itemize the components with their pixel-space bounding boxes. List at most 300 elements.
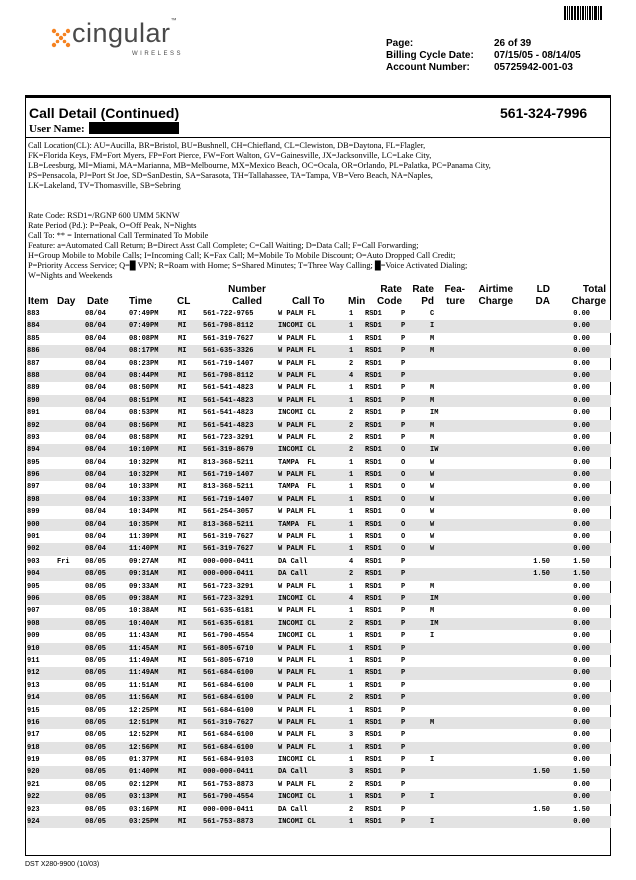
cell-total: 0.00 (573, 495, 590, 504)
cell-time: 08:50PM (129, 384, 159, 393)
cell-date: 08/04 (85, 446, 107, 455)
cell-time: 10:35PM (129, 520, 159, 529)
cell-number: 561-254-3057 (203, 508, 254, 517)
col-number-bottom: Called (231, 296, 262, 307)
cell-time: 10:38AM (129, 607, 159, 616)
cell-min: 3 (349, 768, 354, 777)
cell-rate-code: RSD1 (365, 756, 382, 765)
cell-rate-pd: P (401, 681, 406, 690)
cell-rate-pd: P (401, 805, 406, 814)
cell-cl: MI (178, 310, 187, 318)
cell-rate-code: RSD1 (365, 545, 382, 554)
table-row (27, 766, 611, 778)
cell-call-to: W PALM FL (278, 582, 316, 591)
cell-date: 08/05 (85, 644, 107, 653)
cell-number: 561-790-4554 (203, 793, 254, 802)
cell-date: 08/05 (85, 656, 107, 665)
cell-total: 1.50 (573, 805, 590, 814)
table-row (27, 581, 611, 593)
col-rate-code-top: Rate (380, 284, 402, 295)
cell-total: 0.00 (573, 384, 590, 393)
table-row (27, 345, 611, 357)
table-row (27, 717, 611, 729)
table-row (27, 556, 611, 568)
cell-date: 08/05 (85, 570, 107, 579)
cell-time: 11:45AM (129, 644, 159, 653)
cell-rate-pd: O (401, 446, 406, 455)
table-row (27, 420, 611, 432)
cell-time: 10:34PM (129, 508, 159, 517)
cell-call-to: W PALM FL (278, 644, 316, 653)
cingular-x-logo-icon (50, 27, 72, 49)
cell-total: 0.00 (573, 446, 590, 455)
cell-cl: MI (178, 371, 187, 380)
cell-total: 0.00 (573, 371, 590, 380)
barcode-bar (575, 6, 576, 20)
cell-number: 561-541-4823 (203, 384, 254, 393)
cell-cl: MI (178, 818, 187, 827)
cell-rate-pd: P (401, 421, 406, 430)
cell-total: 0.00 (573, 718, 590, 727)
cell-feature: I (430, 793, 435, 802)
cell-rate-code: RSD1 (365, 557, 382, 566)
cell-cl: MI (178, 594, 187, 603)
cell-rate-pd: P (401, 582, 406, 591)
cell-time: 12:25PM (129, 706, 159, 715)
cell-call-to: W PALM FL (278, 669, 316, 678)
cell-rate-code: RSD1 (365, 731, 382, 740)
cell-cl: MI (178, 669, 187, 678)
cell-rate-code: RSD1 (365, 384, 382, 393)
cell-rate-code: RSD1 (365, 656, 382, 665)
cell-date: 08/04 (85, 495, 107, 504)
cell-min: 1 (349, 706, 354, 715)
col-ld-top: LD (536, 284, 550, 295)
table-row (27, 333, 611, 345)
cell-total: 0.00 (573, 471, 590, 480)
cell-cl: MI (178, 681, 187, 690)
cell-min: 1 (349, 756, 354, 765)
table-row (27, 779, 611, 791)
cell-cl: MI (178, 656, 187, 665)
cell-rate-pd: P (401, 594, 406, 603)
cell-number: 561-798-8112 (203, 322, 254, 331)
cell-item: 895 (27, 458, 40, 467)
legend-line: W=Nights and Weekends (28, 271, 113, 280)
cell-rate-code: RSD1 (365, 780, 382, 789)
cell-number: 813-368-5211 (203, 483, 254, 492)
cell-date: 08/05 (85, 805, 107, 814)
cell-item: 908 (27, 619, 40, 628)
cell-feature: W (430, 471, 435, 480)
cell-rate-pd: P (401, 619, 406, 628)
cell-number: 561-319-7627 (203, 718, 254, 727)
account-info (386, 38, 581, 74)
cell-item: 885 (27, 334, 40, 343)
cell-rate-pd: P (401, 756, 406, 765)
phone-number: 561-324-7996 (500, 105, 588, 121)
cell-number: 561-684-6100 (203, 694, 254, 703)
cell-ld-da: 1.50 (533, 570, 550, 579)
cell-min: 2 (349, 780, 354, 789)
cell-call-to: W PALM FL (278, 347, 316, 356)
barcode-bar (589, 6, 591, 20)
cell-rate-pd: O (401, 495, 406, 504)
table-row (27, 308, 611, 320)
cell-total: 0.00 (573, 483, 590, 492)
table-row (27, 531, 611, 543)
cell-date: 08/05 (85, 768, 107, 777)
cell-item: 886 (27, 347, 40, 356)
col-feature-top: Fea- (444, 284, 465, 295)
cell-number: 813-368-5211 (203, 458, 254, 467)
cell-min: 1 (349, 384, 354, 393)
cell-cl: MI (178, 334, 187, 343)
cell-cl: MI (178, 619, 187, 628)
cell-number: 561-541-4823 (203, 409, 254, 418)
cell-feature: M (430, 347, 435, 356)
cell-item: 910 (27, 644, 40, 653)
cell-call-to: W PALM FL (278, 384, 316, 393)
cell-date: 08/04 (85, 384, 107, 393)
cell-date: 08/05 (85, 582, 107, 591)
col-airtime-bottom: Charge (478, 296, 513, 307)
cell-rate-code: RSD1 (365, 396, 382, 405)
cell-number: 561-635-6181 (203, 607, 254, 616)
account-number-value: 05725942-001-03 (494, 62, 573, 73)
cell-call-to: W PALM FL (278, 471, 316, 480)
cell-feature: M (430, 384, 435, 393)
cell-total: 0.00 (573, 433, 590, 442)
cell-cl: MI (178, 495, 187, 504)
cell-item: 891 (27, 409, 40, 418)
cell-cl: MI (178, 322, 187, 331)
cell-rate-pd: P (401, 359, 406, 368)
cell-rate-pd: P (401, 347, 406, 356)
cell-rate-code: RSD1 (365, 458, 382, 467)
cell-feature: I (430, 818, 435, 827)
cell-rate-code: RSD1 (365, 582, 382, 591)
cell-rate-code: RSD1 (365, 433, 382, 442)
cell-call-to: TAMPA FL (278, 520, 316, 529)
cell-cl: MI (178, 706, 187, 715)
cell-call-to: W PALM FL (278, 656, 316, 665)
call-location-legend (28, 141, 608, 191)
cell-rate-pd: P (401, 409, 406, 418)
barcode-bar (600, 6, 602, 20)
cell-time: 01:37PM (129, 756, 159, 765)
barcode-bar (564, 6, 566, 20)
cell-number: 561-684-6100 (203, 669, 254, 678)
cell-rate-code: RSD1 (365, 632, 382, 641)
table-row (27, 692, 611, 704)
cell-min: 2 (349, 805, 354, 814)
cell-min: 2 (349, 433, 354, 442)
barcode (564, 6, 602, 20)
cell-number: 561-635-6181 (203, 619, 254, 628)
cell-number: 561-798-8112 (203, 371, 254, 380)
cell-rate-pd: P (401, 384, 406, 393)
cell-total: 0.00 (573, 706, 590, 715)
section-title: Call Detail (Continued) (29, 105, 180, 121)
divider (26, 137, 610, 138)
cell-number: 561-541-4823 (203, 396, 254, 405)
col-min: Min (348, 296, 366, 307)
cell-min: 1 (349, 793, 354, 802)
cell-rate-code: RSD1 (365, 520, 382, 529)
cell-min: 1 (349, 483, 354, 492)
cell-total: 0.00 (573, 347, 590, 356)
cell-number: 000-000-0411 (203, 570, 254, 579)
cell-rate-pd: P (401, 644, 406, 653)
cell-min: 1 (349, 322, 354, 331)
cell-rate-code: RSD1 (365, 446, 382, 455)
table-row (27, 382, 611, 394)
legend-line: FK=Florida Keys, FM=Fort Myers, FP=Fort Pierce, FW=Fort Walton, GV=Gainesville, JX=Jacksonville, LC=Lake City, (28, 151, 432, 160)
cell-number: 561-541-4823 (203, 421, 254, 430)
cell-rate-code: RSD1 (365, 619, 382, 628)
cell-cl: MI (178, 483, 187, 492)
cell-feature: M (430, 396, 435, 405)
cell-rate-code: RSD1 (365, 681, 382, 690)
cell-date: 08/05 (85, 632, 107, 641)
form-code: DST X280-9900 (10/03) (25, 861, 100, 868)
cell-time: 08:08PM (129, 334, 159, 343)
cell-call-to: W PALM FL (278, 607, 316, 616)
cell-time: 08:51PM (129, 396, 159, 405)
barcode-bar (594, 6, 595, 20)
cell-date: 08/05 (85, 669, 107, 678)
cell-number: 561-723-3291 (203, 433, 254, 442)
barcode-bar (567, 6, 568, 20)
cell-feature: C (430, 310, 435, 318)
cell-date: 08/04 (85, 508, 107, 517)
cell-feature: I (430, 322, 435, 331)
cell-call-to: INCOMI CL (278, 756, 316, 765)
cell-item: 904 (27, 570, 40, 579)
cell-min: 1 (349, 743, 354, 752)
cell-date: 08/05 (85, 731, 107, 740)
cell-total: 0.00 (573, 396, 590, 405)
cell-total: 0.00 (573, 310, 590, 318)
cell-call-to: DA Call (278, 805, 308, 814)
cell-call-to: INCOMI CL (278, 446, 316, 455)
cell-min: 1 (349, 607, 354, 616)
table-row (27, 729, 611, 741)
cell-total: 0.00 (573, 756, 590, 765)
cell-time: 01:40PM (129, 768, 159, 777)
page-label: Page: (386, 38, 414, 49)
cell-call-to: W PALM FL (278, 495, 316, 504)
cell-min: 2 (349, 446, 354, 455)
table-row (27, 358, 611, 370)
cell-rate-code: RSD1 (365, 495, 382, 504)
cell-rate-code: RSD1 (365, 371, 382, 380)
cell-rate-pd: O (401, 520, 406, 529)
cell-time: 12:56PM (129, 743, 159, 752)
cell-feature: IW (430, 446, 439, 455)
cell-call-to: INCOMI CL (278, 793, 316, 802)
cell-total: 0.00 (573, 644, 590, 653)
cell-date: 08/05 (85, 706, 107, 715)
cell-number: 561-319-7627 (203, 533, 254, 542)
cell-min: 2 (349, 409, 354, 418)
cell-total: 0.00 (573, 743, 590, 752)
table-row (27, 618, 611, 630)
cell-feature: I (430, 756, 435, 765)
cell-min: 4 (349, 557, 354, 566)
cell-time: 11:40PM (129, 545, 159, 554)
cell-cl: MI (178, 508, 187, 517)
cell-rate-pd: P (401, 322, 406, 331)
barcode-bar (577, 6, 579, 20)
cell-feature: IM (430, 409, 439, 418)
cell-item: 883 (27, 310, 40, 318)
account-number-label: Account Number: (386, 62, 470, 73)
table-row (27, 395, 611, 407)
cell-item: 914 (27, 694, 40, 703)
cell-number: 813-368-5211 (203, 520, 254, 529)
cell-cl: MI (178, 756, 187, 765)
cell-feature: W (430, 495, 435, 504)
cell-call-to: INCOMI CL (278, 818, 316, 827)
cell-min: 1 (349, 347, 354, 356)
cell-number: 561-719-1407 (203, 359, 254, 368)
cell-cl: MI (178, 384, 187, 393)
cell-cl: MI (178, 768, 187, 777)
cell-rate-code: RSD1 (365, 334, 382, 343)
call-detail-section (25, 95, 611, 856)
cell-number: 000-000-0411 (203, 557, 254, 566)
cell-item: 902 (27, 545, 40, 554)
col-number-top: Number (228, 284, 266, 295)
cell-time: 08:44PM (129, 371, 159, 380)
cell-min: 1 (349, 632, 354, 641)
cell-item: 909 (27, 632, 40, 641)
cell-total: 0.00 (573, 409, 590, 418)
cell-min: 1 (349, 458, 354, 467)
cell-feature: W (430, 458, 435, 467)
section-top-rule (26, 96, 610, 98)
barcode-bar (569, 6, 570, 20)
cell-feature: M (430, 718, 435, 727)
cell-call-to: INCOMI CL (278, 594, 316, 603)
cell-call-to: W PALM FL (278, 334, 316, 343)
cell-min: 2 (349, 359, 354, 368)
cell-feature: W (430, 483, 435, 492)
cell-item: 896 (27, 471, 40, 480)
cell-call-to: W PALM FL (278, 433, 316, 442)
cell-time: 10:33PM (129, 483, 159, 492)
cell-item: 911 (27, 656, 40, 665)
cell-call-to: INCOMI CL (278, 619, 316, 628)
cell-number: 561-805-6710 (203, 644, 254, 653)
col-time: Time (129, 296, 153, 307)
billing-cycle-value: 07/15/05 - 08/14/05 (494, 50, 581, 61)
cell-total: 1.50 (573, 570, 590, 579)
cell-rate-pd: P (401, 818, 406, 827)
cell-cl: MI (178, 607, 187, 616)
cell-total: 1.50 (573, 768, 590, 777)
cell-min: 1 (349, 520, 354, 529)
cell-rate-pd: P (401, 570, 406, 579)
cell-item: 912 (27, 669, 40, 678)
table-row (27, 742, 611, 754)
cell-day: Fri (57, 557, 70, 566)
col-ld-bottom: DA (535, 296, 550, 307)
cell-min: 1 (349, 582, 354, 591)
cell-time: 10:10PM (129, 446, 159, 455)
cell-feature: IM (430, 594, 439, 603)
cell-rate-code: RSD1 (365, 570, 382, 579)
cell-item: 923 (27, 805, 40, 814)
barcode-bar (574, 6, 575, 20)
cell-rate-pd: P (401, 694, 406, 703)
cell-date: 08/04 (85, 347, 107, 356)
barcode-bar (595, 6, 597, 20)
cell-item: 888 (27, 371, 40, 380)
table-row (27, 568, 611, 580)
table-row (27, 816, 611, 828)
cell-cl: MI (178, 694, 187, 703)
cell-rate-pd: O (401, 458, 406, 467)
cell-total: 0.00 (573, 545, 590, 554)
cell-time: 08:58PM (129, 433, 159, 442)
table-row (27, 754, 611, 766)
table-row (27, 593, 611, 605)
brand-name: cingular™ (72, 18, 178, 48)
cell-min: 1 (349, 495, 354, 504)
cell-date: 08/04 (85, 421, 107, 430)
cell-rate-pd: P (401, 768, 406, 777)
cell-rate-code: RSD1 (365, 805, 382, 814)
cell-min: 3 (349, 731, 354, 740)
col-total-bottom: Charge (571, 296, 606, 307)
cell-item: 892 (27, 421, 40, 430)
table-row (27, 457, 611, 469)
cell-total: 1.50 (573, 557, 590, 566)
cell-date: 08/04 (85, 471, 107, 480)
cell-rate-pd: P (401, 371, 406, 380)
table-row (27, 655, 611, 667)
table-row (27, 320, 611, 332)
cell-number: 561-635-3326 (203, 347, 254, 356)
cell-cl: MI (178, 409, 187, 418)
cell-cl: MI (178, 570, 187, 579)
cell-rate-code: RSD1 (365, 669, 382, 678)
col-date: Date (87, 296, 109, 307)
cell-rate-pd: P (401, 433, 406, 442)
cell-rate-pd: P (401, 743, 406, 752)
cell-item: 906 (27, 594, 40, 603)
cell-call-to: W PALM FL (278, 396, 316, 405)
cell-date: 08/05 (85, 780, 107, 789)
cell-cl: MI (178, 632, 187, 641)
cell-time: 11:56AM (129, 694, 159, 703)
cell-time: 03:25PM (129, 818, 159, 827)
cell-rate-code: RSD1 (365, 594, 382, 603)
cell-total: 0.00 (573, 359, 590, 368)
cell-rate-pd: P (401, 607, 406, 616)
table-row (27, 494, 611, 506)
cell-date: 08/05 (85, 743, 107, 752)
col-cl: CL (177, 296, 191, 307)
cell-cl: MI (178, 471, 187, 480)
cell-date: 08/04 (85, 409, 107, 418)
barcode-bar (587, 6, 588, 20)
cell-item: 907 (27, 607, 40, 616)
cell-call-to: W PALM FL (278, 731, 316, 740)
